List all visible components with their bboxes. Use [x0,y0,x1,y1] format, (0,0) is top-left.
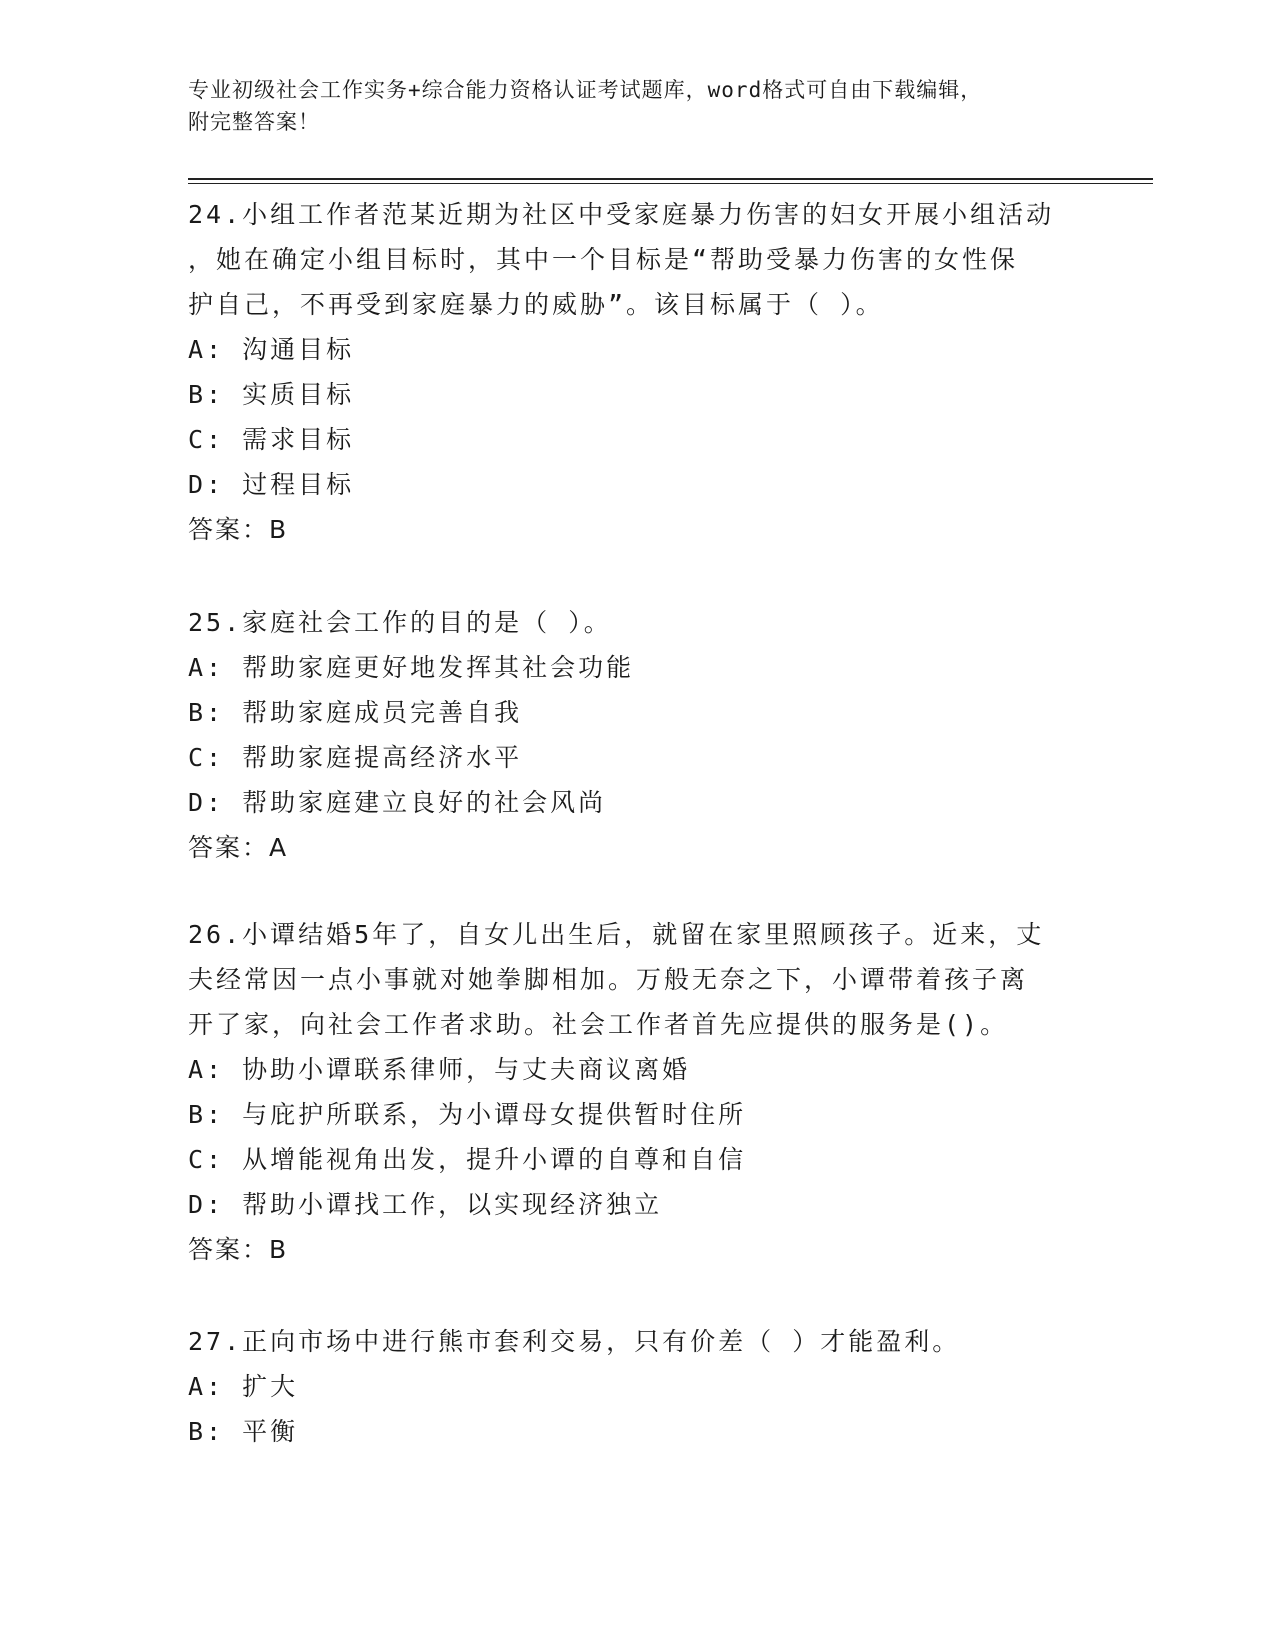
header-line-2: 附完整答案！ [188,110,320,134]
answer-line: 答案：B [188,515,289,544]
stem-line: ，她在确定小组目标时，其中一个目标是“帮助受暴力伤害的女性保 [188,245,1019,274]
question-stem [188,600,1108,645]
stem-line: 夫经常因一点小事就对她拳脚相加。万般无奈之下，小谭带着孩子离 [188,965,1029,994]
document-header [188,74,1088,138]
answer-line: 答案：A [188,833,289,862]
option-a: A: 沟通目标 [188,335,355,364]
question-27 [188,1319,1108,1454]
option-b: B: 与庇护所联系，为小谭母女提供暂时住所 [188,1100,747,1129]
header-line-1: 专业初级社会工作实务+综合能力资格认证考试题库，word格式可自由下载编辑， [188,78,983,102]
option-b: B: 实质目标 [188,380,355,409]
option-b: B: 平衡 [188,1417,299,1446]
question-25 [188,600,1108,870]
option-c: C: 帮助家庭提高经济水平 [188,743,523,772]
answer-line: 答案：B [188,1235,289,1264]
option-c: C: 从增能视角出发，提升小谭的自尊和自信 [188,1145,747,1174]
question-stem [188,192,1108,327]
option-d: D: 过程目标 [188,470,355,499]
question-stem [188,1319,1108,1364]
stem-line: 25.家庭社会工作的目的是（ ）。 [188,608,612,637]
option-d: D: 帮助小谭找工作，以实现经济独立 [188,1190,663,1219]
header-divider-thin [188,183,1153,184]
option-d: D: 帮助家庭建立良好的社会风尚 [188,788,607,817]
stem-line: 护自己，不再受到家庭暴力的威胁”。该目标属于（ ）。 [188,290,884,319]
stem-line: 27.正向市场中进行熊市套利交易，只有价差（ ）才能盈利。 [188,1327,961,1356]
question-stem [188,912,1108,1047]
header-divider-thick [188,178,1153,180]
question-24 [188,192,1108,552]
stem-line: 开了家，向社会工作者求助。社会工作者首先应提供的服务是()。 [188,1010,1009,1039]
option-a: A: 扩大 [188,1372,299,1401]
stem-line: 26.小谭结婚5年了，自女儿出生后，就留在家里照顾孩子。近来，丈 [188,920,1045,949]
option-b: B: 帮助家庭成员完善自我 [188,698,523,727]
option-a: A: 协助小谭联系律师，与丈夫商议离婚 [188,1055,691,1084]
option-c: C: 需求目标 [188,425,355,454]
stem-line: 24.小组工作者范某近期为社区中受家庭暴力伤害的妇女开展小组活动 [188,200,1055,229]
option-a: A: 帮助家庭更好地发挥其社会功能 [188,653,635,682]
question-26 [188,912,1108,1272]
